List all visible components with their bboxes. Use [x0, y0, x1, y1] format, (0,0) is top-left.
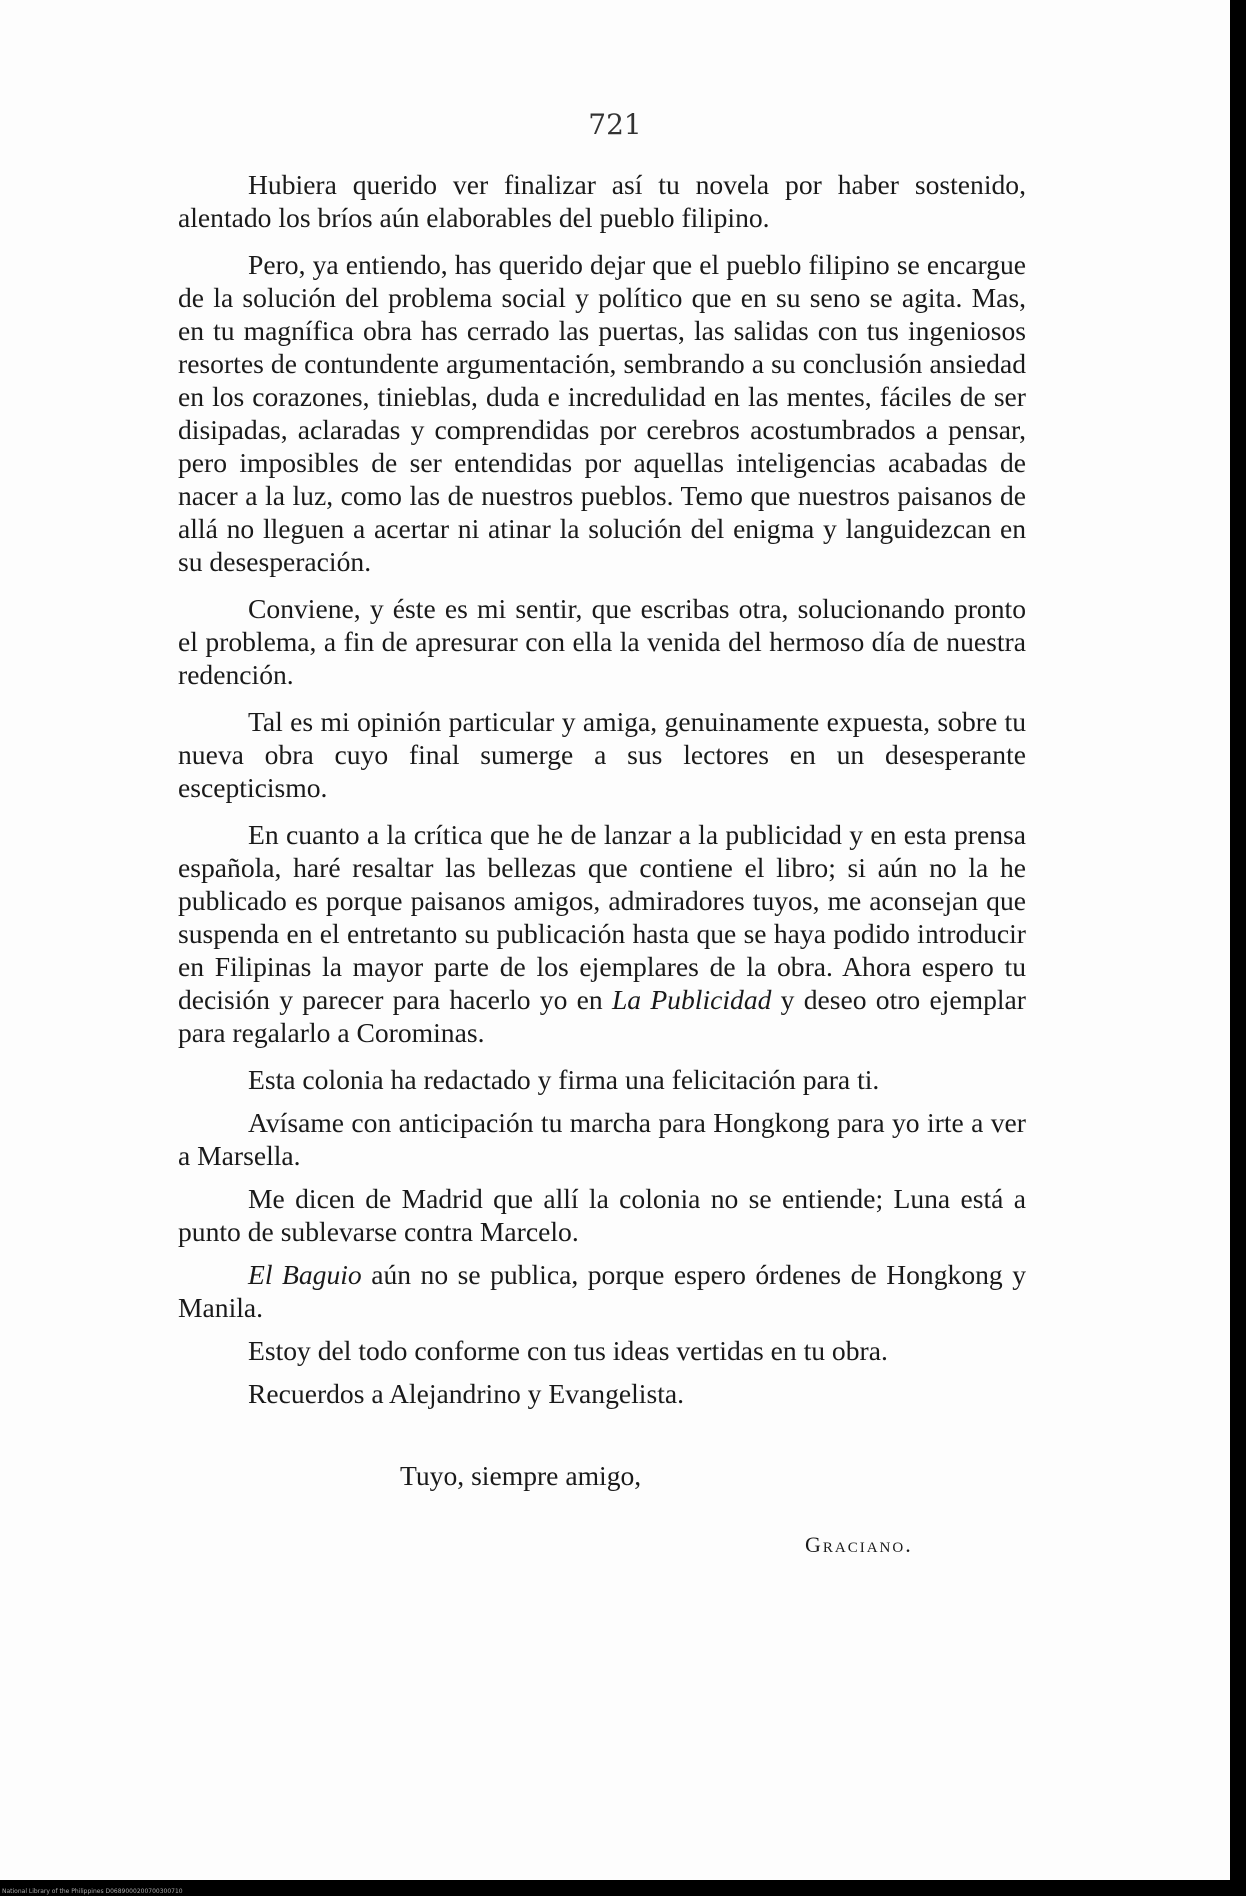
- paragraph-text: aún no se publica, porque espero órdenes de Hongkong y Manila.: [178, 1259, 1026, 1323]
- paragraph-text: y deseo otro ejemplar para regalarlo a Corominas.: [178, 984, 1026, 1048]
- archive-footer: National Library of the Philippines D0689000200700300710: [2, 1888, 183, 1895]
- paragraph-text: En cuanto a la crítica que he de lanzar a la publicidad y en esta prensa española, haré resaltar las bellezas que contiene el libro; si aún no la he publicado es porque paisanos amigos, admiradores tuyos, me aconsejan que suspenda en el entretanto su publicación hasta que se haya podido introducir en Filipinas la mayor parte de los ejemplares de la obra. Ahora espero tu decisión y parecer para hacerlo yo en: [178, 819, 1026, 1015]
- paragraph: Me dicen de Madrid que allí la colonia no se entiende; Luna está a punto de sublevarse contra Marcelo.: [178, 1183, 1026, 1247]
- paragraph: Recuerdos a Alejandrino y Evangelista.: [248, 1378, 685, 1409]
- paragraph: Avísame con anticipación tu marcha para Hongkong para yo irte a ver a Marsella.: [178, 1107, 1026, 1171]
- paragraph: [178, 818, 1026, 1049]
- page-number: 721: [588, 108, 642, 141]
- newspaper-title: El Baguio: [248, 1259, 362, 1290]
- paragraph: Hubiera querido ver finalizar así tu novela por haber sostenido, alentado los bríos aún elaborables del pueblo filipino.: [178, 169, 1026, 233]
- paragraph: Pero, ya entiendo, has querido dejar que el pueblo filipino se encargue de la solución del problema social y político que en su seno se agita. Mas, en tu magnífica obra has cerrado las puertas, las salidas con tus ingeniosos resortes de contundente argumentación, sembrando a su conclusión ansiedad en los corazones, tinieblas, duda e incredulidad en las mentes, fáciles de ser disipadas, aclaradas y comprendidas por cerebros acostumbrados a pensar, pero imposibles de ser entendidas por aquellas inteligencias acabadas de nacer a la luz, como las de nuestros pueblos. Temo que nuestros paisanos de allá no lleguen a acertar ni atinar la solución del enigma y languidezcan en su desesperación.: [178, 249, 1026, 577]
- letter-body: [178, 168, 1026, 1420]
- paragraph: Conviene, y éste es mi sentir, que escribas otra, solucionando pronto el problema, a fin de apresurar con ella la venida del hermoso día de nuestra redención.: [178, 593, 1026, 690]
- closing-salutation: Tuyo, siempre amigo,: [400, 1460, 642, 1491]
- paragraph: [178, 1258, 1026, 1324]
- paragraph: Esta colonia ha redactado y firma una felicitación para ti.: [248, 1064, 880, 1095]
- signature: Graciano.: [805, 1532, 913, 1557]
- paragraph: Estoy del todo conforme con tus ideas vertidas en tu obra.: [248, 1335, 888, 1366]
- newspaper-title: La Publicidad: [611, 984, 772, 1015]
- paragraph: Tal es mi opinión particular y amiga, genuinamente expuesta, sobre tu nueva obra cuyo final sumerge a sus lectores en un desesperante escepticismo.: [178, 706, 1026, 803]
